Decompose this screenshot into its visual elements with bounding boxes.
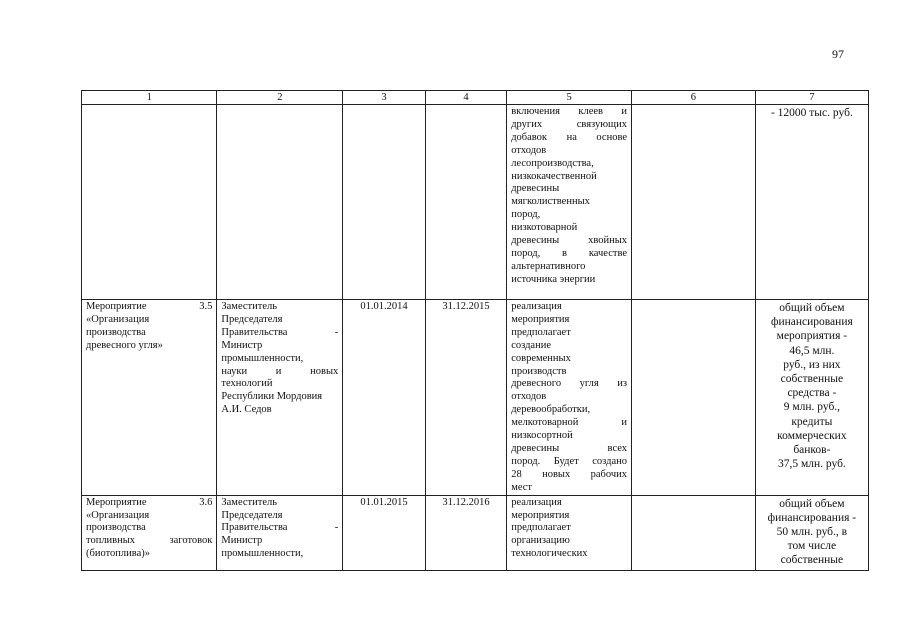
financing-line: - 12000 тыс. руб. <box>770 107 853 119</box>
description-line: мероприятия <box>511 509 570 521</box>
description-line: лесопроизводства, <box>511 157 594 169</box>
responsible-line: промышленности, <box>221 352 304 364</box>
table-row <box>82 300 869 496</box>
column-header: 7 <box>755 91 868 105</box>
description-line: деревообработки, <box>511 404 591 416</box>
responsible-line: А.И. Седов <box>221 404 272 416</box>
measure-line: «Организация <box>86 313 150 325</box>
responsible-line: Правительства - <box>221 326 339 338</box>
responsible-line: технологий <box>221 378 273 390</box>
measure-name-cell <box>82 105 217 300</box>
column-header: 2 <box>217 91 343 105</box>
financing-line: 37,5 млн. руб. <box>777 458 846 471</box>
financing-line: 50 млн. руб., в <box>776 526 848 538</box>
financing-line: коммерческих <box>777 429 847 442</box>
column-header: 3 <box>343 91 426 105</box>
responsible-cell <box>217 105 343 300</box>
financing-cell <box>755 495 868 570</box>
measure-line: топливных заготовок <box>86 535 213 547</box>
indicator-cell <box>632 300 756 496</box>
financing-line: общий объем <box>779 302 845 314</box>
description-line: производств <box>511 365 567 377</box>
description-line: древесины всех <box>511 442 628 454</box>
measure-name-cell <box>82 495 217 570</box>
description-line: древесины хвойных <box>511 235 628 247</box>
description-line: мест <box>511 481 533 493</box>
description-line: низкотоварной <box>511 222 578 234</box>
column-header: 4 <box>425 91 506 105</box>
description-line: пород, в качестве <box>511 247 628 259</box>
description-line: альтернативного <box>511 260 586 272</box>
measure-name-cell <box>82 300 217 496</box>
financing-cell <box>755 105 868 300</box>
description-line: древесного угля из <box>511 378 628 390</box>
description-line: предполагает <box>511 522 571 534</box>
responsible-line: науки и новых <box>221 365 339 377</box>
description-cell <box>507 300 632 496</box>
page-number: 97 <box>832 47 844 61</box>
start-date-cell: 01.01.2014 <box>343 300 426 496</box>
responsible-cell <box>217 495 343 570</box>
responsible-line: промышленности, <box>221 548 304 560</box>
end-date-cell: 31.12.2015 <box>425 300 506 496</box>
responsible-line: Республики Мордовия <box>221 391 323 403</box>
end-date-cell <box>425 105 506 300</box>
description-line: организацию <box>511 535 570 547</box>
indicator-cell <box>632 495 756 570</box>
responsible-line: Правительства - <box>221 522 339 534</box>
financing-line: собственные <box>780 554 844 567</box>
description-line: 28 новых рабочих <box>511 468 628 480</box>
description-line: включения клеев и <box>511 106 628 117</box>
description-line: отходов <box>511 144 547 156</box>
financing-line: том числе <box>787 540 837 553</box>
financing-line: 9 млн. руб., <box>783 401 841 414</box>
description-line: других связующих <box>511 118 628 130</box>
description-line: современных <box>511 352 571 364</box>
responsible-line: Министр <box>221 339 263 351</box>
measure-line: (биотоплива)» <box>86 548 150 560</box>
financing-line: финансирования <box>771 316 853 329</box>
table-row <box>82 495 869 570</box>
start-date-cell <box>343 105 426 300</box>
description-line: мероприятия <box>511 313 570 325</box>
description-line: реализация <box>511 301 562 312</box>
responsible-line: Председателя <box>221 509 283 521</box>
description-line: пород. Будет создано <box>511 455 628 467</box>
measure-line: древесного угля» <box>86 339 163 351</box>
description-cell <box>507 495 632 570</box>
financing-line: общий объем <box>779 497 845 510</box>
financing-line: 46,5 млн. <box>789 344 835 357</box>
financing-line: средства - <box>787 387 837 400</box>
measures-table <box>81 90 869 571</box>
end-date-cell: 31.12.2016 <box>425 495 506 570</box>
indicator-cell <box>632 105 756 300</box>
description-line: предполагает <box>511 326 571 338</box>
responsible-line: Председателя <box>221 313 283 325</box>
measure-line: Мероприятие 3.5 <box>86 301 213 312</box>
responsible-cell <box>217 300 343 496</box>
financing-cell <box>755 300 868 496</box>
description-line: пород, <box>511 209 541 221</box>
description-line: низкосортной <box>511 430 573 442</box>
description-line: мелкотоварной и <box>511 417 628 429</box>
financing-line: собственные <box>780 373 844 386</box>
measure-line: производства <box>86 522 146 534</box>
responsible-line: Министр <box>221 535 263 547</box>
description-cell <box>507 105 632 300</box>
description-line: добавок на основе <box>511 131 628 143</box>
description-line: древесины <box>511 183 560 195</box>
start-date-cell: 01.01.2015 <box>343 495 426 570</box>
description-line: отходов <box>511 391 547 403</box>
description-line: мягколиственных <box>511 196 590 208</box>
description-line: источника энергии <box>511 273 596 285</box>
financing-line: руб., из них <box>783 358 841 371</box>
measure-line: Мероприятие 3.6 <box>86 496 213 508</box>
description-line: технологических <box>511 548 588 560</box>
table-row <box>82 105 869 300</box>
column-header: 5 <box>507 91 632 105</box>
financing-line: финансирования - <box>767 511 857 524</box>
table-header-row <box>82 91 869 105</box>
description-line: реализация <box>511 496 562 508</box>
measure-line: производства <box>86 326 146 338</box>
column-header: 6 <box>632 91 756 105</box>
financing-line: банков- <box>793 444 831 457</box>
column-header: 1 <box>82 91 217 105</box>
financing-line: мероприятия - <box>776 330 848 343</box>
financing-line: кредиты <box>791 415 833 428</box>
description-line: низкокачественной <box>511 170 597 182</box>
responsible-line: Заместитель <box>221 301 278 312</box>
description-line: создание <box>511 339 551 351</box>
responsible-line: Заместитель <box>221 496 278 508</box>
measure-line: «Организация <box>86 509 150 521</box>
